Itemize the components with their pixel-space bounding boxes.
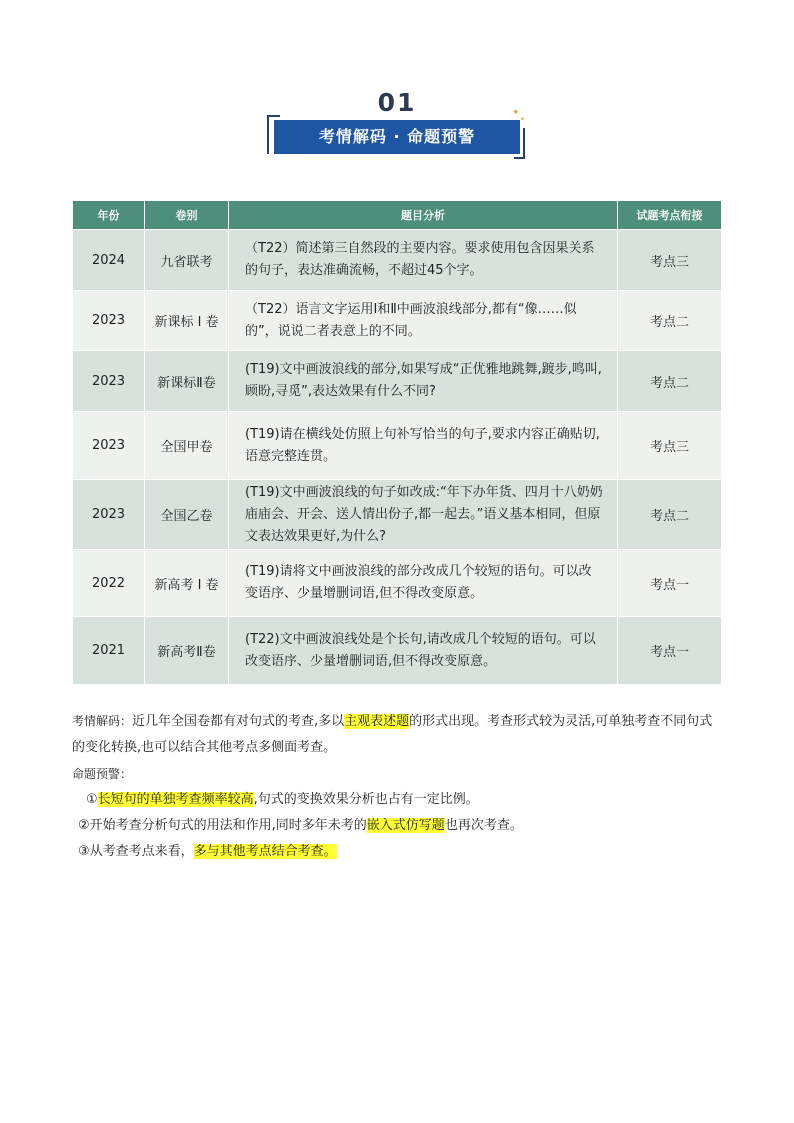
- decode-text-post: 的形式出现。考查形式较为灵活,可单独考查不同句式的变化转换,也可以结合其他考点多侧面考查。: [72, 714, 713, 755]
- cell-point: 考点二: [618, 291, 722, 351]
- cell-analysis: (T19)文中画波浪线的句子如改成:“年下办年货、四月十八奶奶庙庙会、开会、送人情出份子,都一起去。”语义基本相同，但原文表达效果更好,为什么?: [229, 480, 618, 550]
- table-row: [73, 291, 722, 351]
- cell-point: 考点二: [618, 351, 722, 412]
- decode-highlight: 主观表述题: [344, 714, 410, 729]
- sparkle-icon: ✦: [512, 108, 520, 118]
- cell-point: 考点一: [618, 617, 722, 685]
- header-point: 试题考点衔接: [618, 201, 722, 230]
- cell-year: 2024: [73, 230, 145, 291]
- header-paper: 卷别: [145, 201, 229, 230]
- sparkle-icon: ✦: [520, 116, 526, 123]
- cell-point: 考点一: [618, 550, 722, 617]
- cell-point: 考点三: [618, 230, 722, 291]
- item3-highlight: 多与其他考点结合考查。: [193, 844, 337, 859]
- header-analysis: 题目分析: [229, 201, 618, 230]
- item3-text-pre: ③从考查考点来看，: [78, 844, 194, 859]
- notes-section: [72, 708, 724, 865]
- header-year: 年份: [73, 201, 145, 230]
- item2-highlight: 嵌入式仿写题: [366, 818, 445, 833]
- item1-text: ,句式的变换效果分析也占有一定比例。: [253, 792, 479, 807]
- exam-analysis-table: [72, 200, 722, 685]
- cell-paper: 全国甲卷: [145, 412, 229, 480]
- decode-paragraph: [72, 708, 724, 761]
- table-row: [73, 480, 722, 550]
- table-row: [73, 351, 722, 412]
- decode-label: 考情解码：: [72, 714, 133, 728]
- cell-analysis: (T19)文中画波浪线的部分,如果写成“正优雅地跳舞,踱步,鸣叫,顾盼,寻觅”,表达效果有什么不同?: [229, 351, 618, 412]
- section-number: 01: [377, 88, 417, 117]
- cell-point: 考点二: [618, 480, 722, 550]
- cell-paper: 新课标Ⅱ卷: [145, 351, 229, 412]
- cell-year: 2023: [73, 412, 145, 480]
- item2-text-post: 也再次考查。: [444, 818, 523, 833]
- warning-label: 命题预警：: [72, 767, 133, 781]
- cell-analysis: （T22）简述第三自然段的主要内容。要求使用包含因果关系的句子，表达准确流畅，不超过45个字。: [229, 230, 618, 291]
- decode-text-pre: 近几年全国卷都有对句式的考查,多以: [132, 714, 345, 729]
- cell-analysis: （T22）语言文字运用Ⅰ和Ⅱ中画波浪线部分,都有“像……似的”，说说二者表意上的不同。: [229, 291, 618, 351]
- table-row: [73, 550, 722, 617]
- cell-year: 2023: [73, 351, 145, 412]
- cell-year: 2021: [73, 617, 145, 685]
- cell-paper: 新高考Ⅱ卷: [145, 617, 229, 685]
- cell-year: 2022: [73, 550, 145, 617]
- warning-item-1: [72, 787, 724, 813]
- cell-analysis: (T22)文中画波浪线处是个长句,请改成几个较短的语句。可以改变语序、少量增删词语,但不得改变原意。: [229, 617, 618, 685]
- table-row: [73, 617, 722, 685]
- warning-item-3: [72, 839, 724, 865]
- table-row: [73, 412, 722, 480]
- item1-number: ①: [86, 792, 98, 807]
- item2-text-pre: ②开始考查分析句式的用法和作用,同时多年未考的: [78, 818, 367, 833]
- cell-analysis: (T19)请将文中画波浪线的部分改成几个较短的语句。可以改变语序、少量增删词语,但不得改变原意。: [229, 550, 618, 617]
- cell-year: 2023: [73, 291, 145, 351]
- section-title: 考情解码 · 命题预警: [274, 120, 520, 154]
- cell-analysis: (T19)请在横线处仿照上句补写恰当的句子,要求内容正确贴切,语意完整连贯。: [229, 412, 618, 480]
- section-banner: [266, 108, 528, 160]
- item1-highlight: 长短句的单独考查频率较高: [97, 792, 254, 807]
- warning-item-2: [72, 813, 724, 839]
- table-header-row: [73, 201, 722, 230]
- cell-paper: 九省联考: [145, 230, 229, 291]
- cell-paper: 新课标 I 卷: [145, 291, 229, 351]
- table-row: [73, 230, 722, 291]
- cell-point: 考点三: [618, 412, 722, 480]
- cell-paper: 新高考 I 卷: [145, 550, 229, 617]
- cell-year: 2023: [73, 480, 145, 550]
- cell-paper: 全国乙卷: [145, 480, 229, 550]
